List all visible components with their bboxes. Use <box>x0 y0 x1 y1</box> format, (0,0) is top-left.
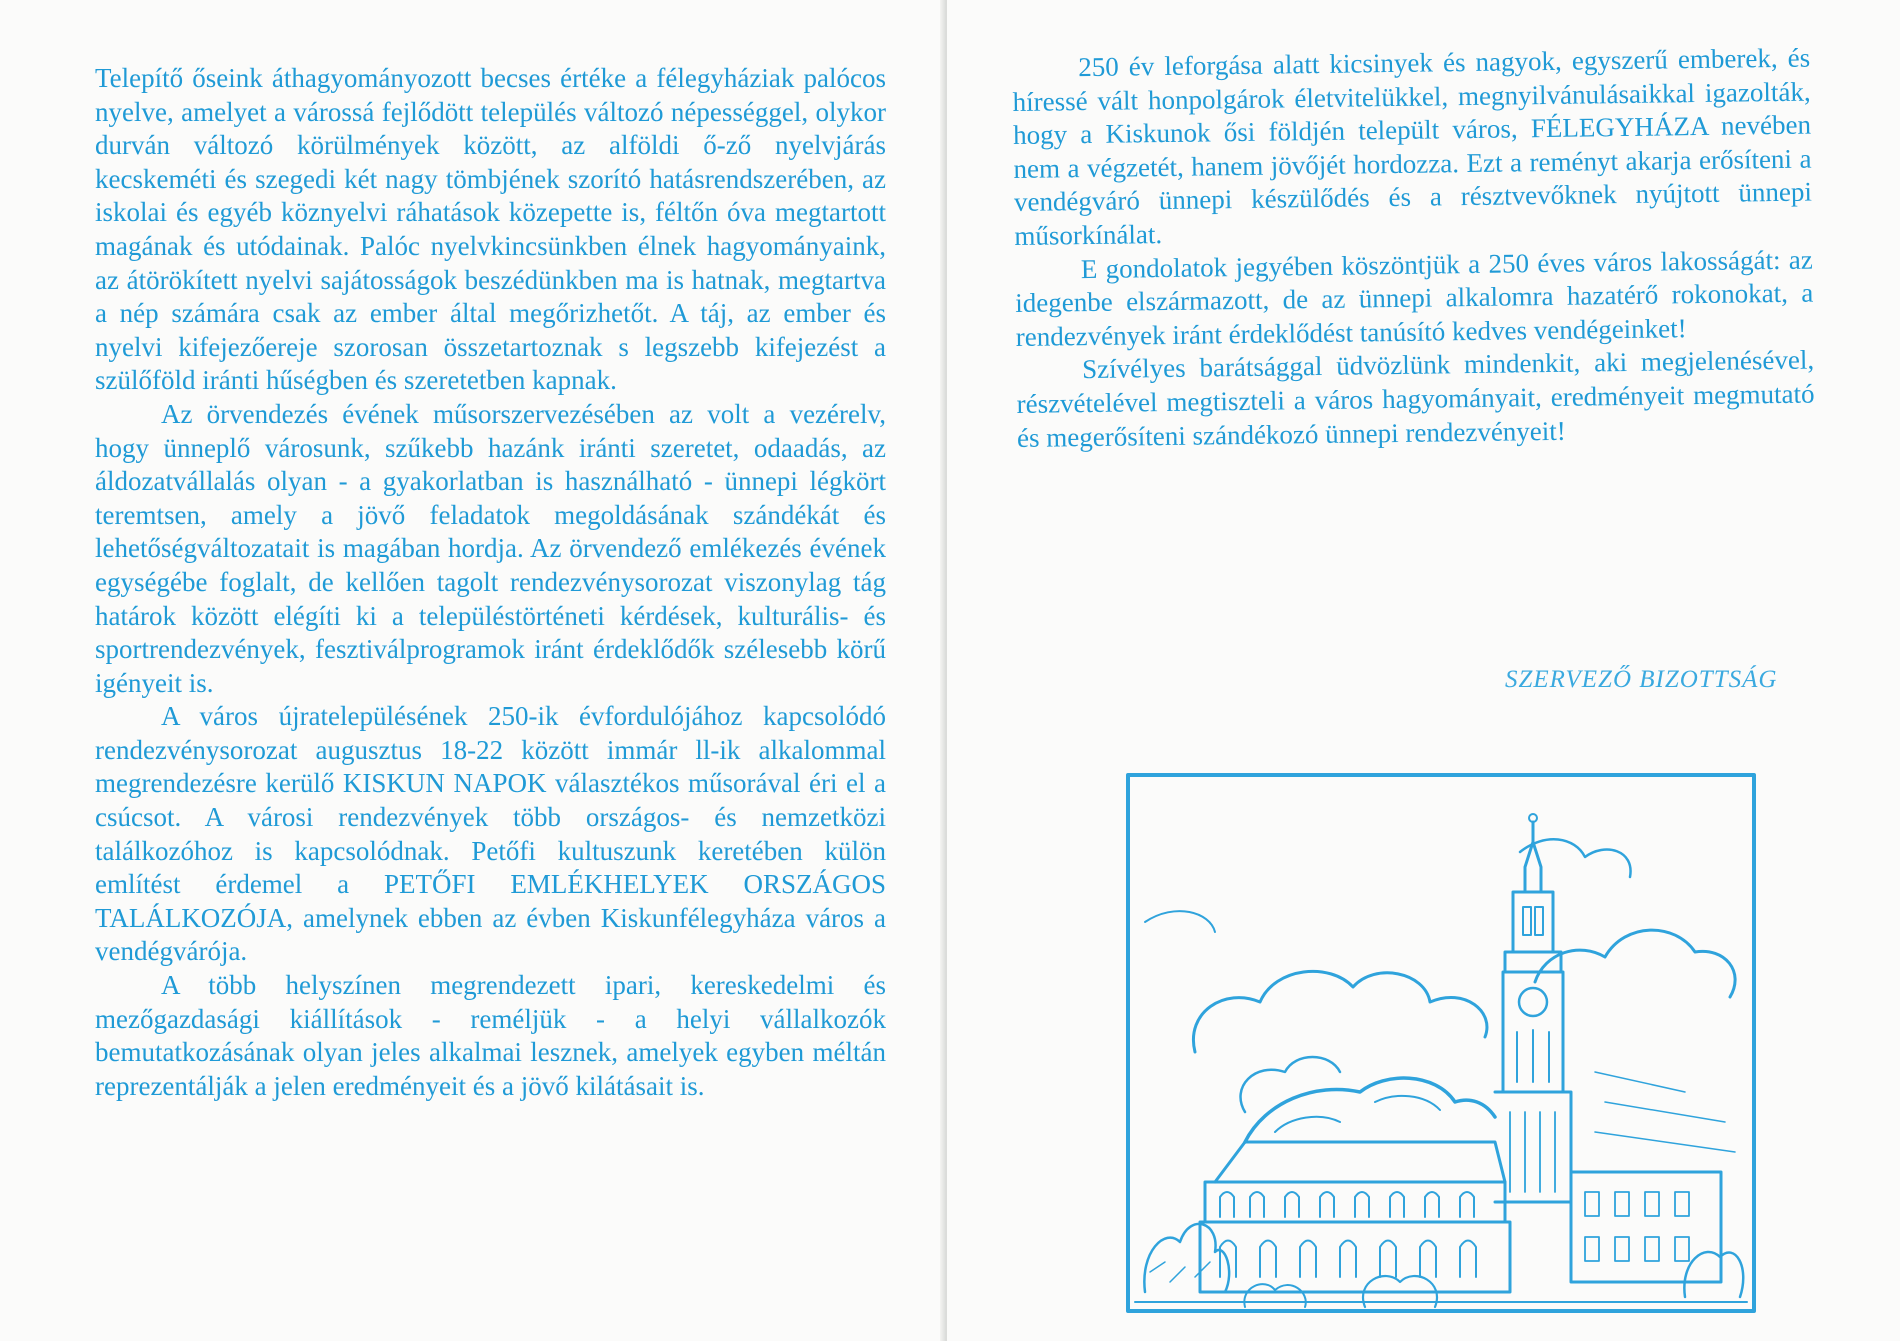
right-paragraph-2: E gondolatok jegyében köszöntjük a 250 éves város lakosságát: az idegenbe elszármazott, de az ünnepi alkalomra hazatérő rokonokat, a rendezvények iránt érdeklődést tanúsító kedves vendégeinket! <box>1015 244 1814 352</box>
left-page-text <box>95 62 886 1103</box>
left-paragraph-3: A város újratelepülésének 250-ik évfordulójához kapcsolódó rendezvénysorozat augusztus 18-22 között immár ll-ik alkalommal megrendezésre kerülő KISKUN NAPOK választékos műsorával éri el a csúcsot. A városi rendezvények több országos- és nemzetközi találkozóhoz is kapcsolódnak. Petőfi kultuszunk keretében külön említést érdemel a PETŐFI EMLÉKHELYEK ORSZÁGOS TALÁLKOZÓJA, amelynek ebben az évben Kiskunfélegyháza város a vendégvárója. <box>95 701 886 967</box>
town-hall-illustration <box>1125 772 1757 1314</box>
organizing-committee-signature: SZERVEZŐ BIZOTTSÁG <box>1505 666 1778 693</box>
left-paragraph-4: A több helyszínen megrendezett ipari, kereskedelmi és mezőgazdasági kiállítások - reméljük - a helyi vállalkozók bemutatkozásának olyan jeles alkalmai lesznek, amelyek egyben méltán reprezentálják a jelen eredményeit és a jövő kilátásait is. <box>95 970 886 1101</box>
left-page <box>0 0 945 1341</box>
left-paragraph-1: Telepítő őseink áthagyományozott becses értéke a félegyháziak palócos nyelve, amelyet a várossá fejlődött település változó népességgel, olykor durván változó körülmények között, az alföldi ő-ző nyelvjárás kecskeméti és szegedi két nagy tömbjének szorító hatásrendszerében, az iskolai és egyéb köznyelvi ráhatások közepette is, féltőn óva megtartott magának és utódainak. Palóc nyelvkincsünkben élnek hagyományaink, az átörökített nyelvi sajátosságok beszédünkben ma is hatnak, megtartva a nép számára csak az ember által megőrizhetőt. A táj, az ember és nyelvi kifejezőereje szorosan összetartoznak s legszebb kifejezést a szülőföld iránti hűségben és szeretetben kapnak. <box>95 63 886 396</box>
right-paragraph-3: Szívélyes barátsággal üdvözlünk mindenkit, aki megjelenésével, részvételével megtiszteli a város hagyományait, eredményeit megmutató és megerősíteni szándékozó ünnepi rendezvényeit! <box>1016 344 1815 453</box>
right-page-text <box>1012 42 1815 456</box>
right-paragraph-1: 250 év leforgása alatt kicsinyek és nagyok, egyszerű emberek, és híressé vált honpolgárok életvitelükkel, megnyilvánulásaikkal igazolták, hogy a Kiskunok ősi földjén települt város, FÉLEGYHÁZA nevében nem a végzetét, hanem jövőjét hordozza. Ezt a reményt akarja erősíteni a vendégváró ünnepi készülődés és a résztvevőknek nyújtott ünnepi műsorkínálat. <box>1012 42 1813 251</box>
left-paragraph-2: Az örvendezés évének műsorszervezésében az volt a vezérelv, hogy ünneplő városunk, szűkebb hazánk iránti szeretet, odaadás, az áldozatvállalás olyan - a gyakorlatban is használható - ünnepi légkört teremtsen, amely a jövő feladatok megoldásának szándékát és lehetőségváltozatait is magában hordja. Az örvendező emlékezés évének egységébe foglalt, de kellően tagolt rendezvénysorozat viszonylag tág határok között elégíti ki a településtörténeti kérdések, kulturális- és sportrendezvények, fesztiválprogramok iránt érdeklődők szélesebb körű igényeit is. <box>95 398 886 698</box>
